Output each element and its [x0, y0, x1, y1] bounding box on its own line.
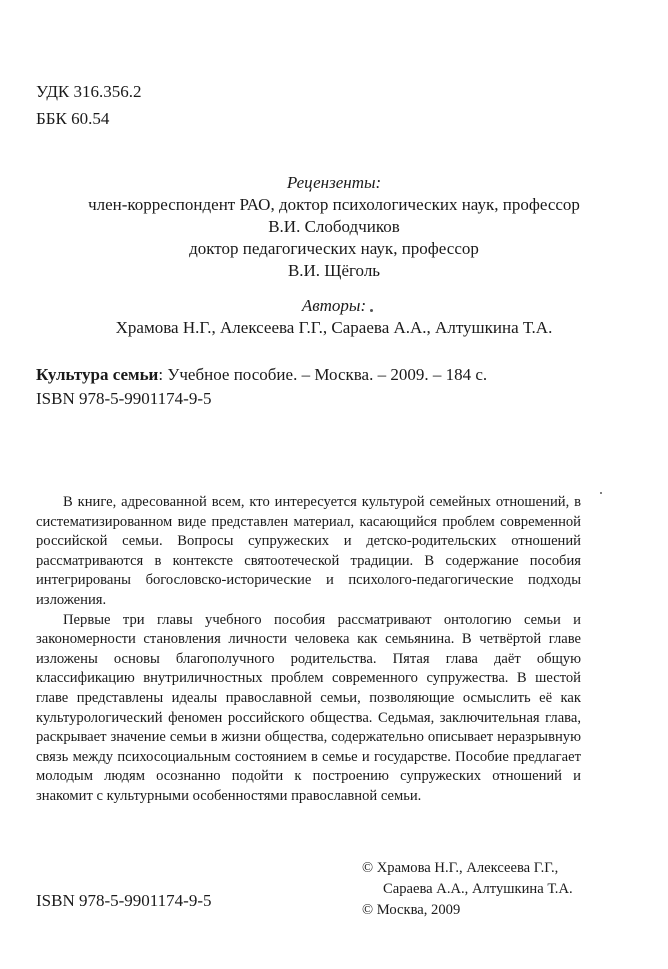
isbn-top: ISBN 978-5-9901174-9-5	[36, 389, 212, 408]
scan-speck	[600, 492, 602, 494]
abstract-paragraph-1: В книге, адресованной всем, кто интересуется культурой семейных отношений, в систематизированном виде представлен материал, касающийся проблем современной российской семьи. Вопросы супружеских и детско-родительских отношений рассматриваются в контексте святоотеческой традиции. В содержание пособия интегрированы богословско-исторические и психолого-педагогические подходы изложения.	[36, 494, 581, 608]
abstract	[36, 493, 581, 807]
reviewer-2-role: доктор педагогических наук, профессор	[189, 239, 479, 258]
book-title: Культура семьи	[36, 365, 159, 384]
authors-heading: Авторы:	[301, 296, 367, 315]
reviewer-1-role: член-корреспондент РАО, доктор психологических наук, профессор	[88, 195, 580, 214]
reviewers-heading: Рецензенты:	[286, 173, 382, 192]
copyright-line-2: Сараева А.А., Алтушкина Т.А.	[383, 881, 573, 897]
copyright-line-3: © Москва, 2009	[362, 902, 461, 918]
scan-speck	[370, 309, 373, 312]
copyright-line-1: © Храмова Н.Г., Алексеева Г.Г.,	[362, 860, 559, 876]
reviewer-2-name: В.И. Щёголь	[287, 261, 381, 280]
authors-names: Храмова Н.Г., Алексеева Г.Г., Сараева А.А., Алтушкина Т.А.	[115, 318, 553, 337]
citation-details: : Учебное пособие. – Москва. – 2009. – 184 с.	[158, 365, 488, 384]
citation	[36, 365, 487, 385]
abstract-paragraph-2: Первые три главы учебного пособия рассматривают онтологию семьи и закономерности становления личности человека как семьянина. В четвёртой главе изложены основы благополучного родительства. Пятая глава даёт общую классификацию внутриличностных проблем современного супружества. В шестой главе представлены идеалы православной семьи, позволяющие осмыслить её как культурологический феномен российского общества. Седьмая, заключительная глава, раскрывает значение семьи в жизни общества, содержательно описывает неразрывную связь между психосоциальным состоянием в семье и государстве. Пособие предлагает молодым людям осознанно подойти к построению супружеских отношений и знакомит с культурными особенностями православной семьи.	[36, 611, 581, 804]
isbn-bottom: ISBN 978-5-9901174-9-5	[36, 891, 212, 910]
copyright-block	[362, 858, 573, 921]
bbk-code: ББК 60.54	[36, 109, 110, 128]
udk-code: УДК 316.356.2	[36, 82, 142, 101]
reviewer-1-name: В.И. Слободчиков	[268, 217, 400, 236]
